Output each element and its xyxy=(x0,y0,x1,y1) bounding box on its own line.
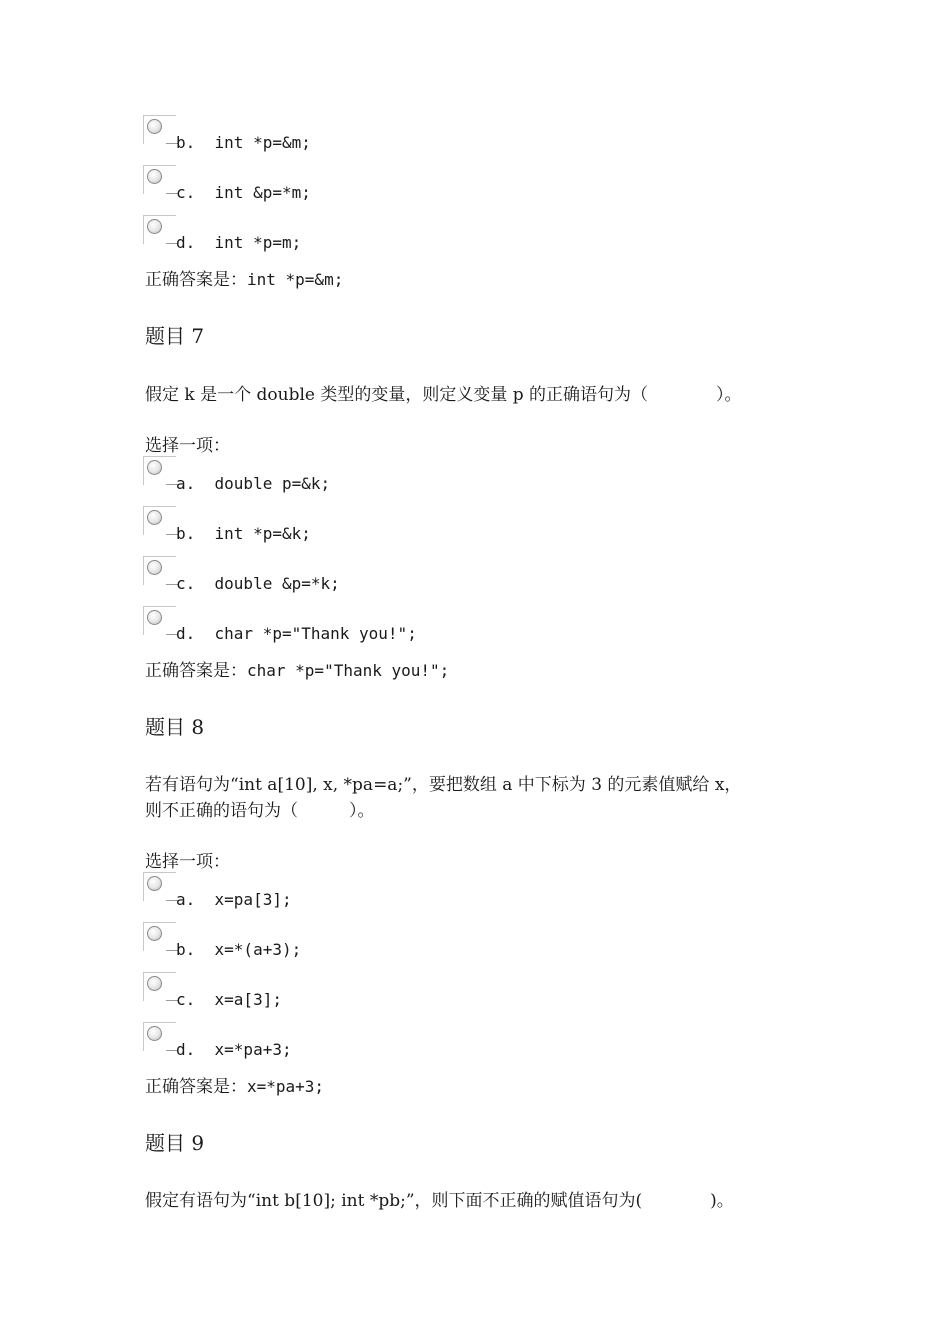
option-c[interactable] xyxy=(143,972,803,1012)
radio-button[interactable] xyxy=(143,506,176,535)
option-label: b. int *p=&m; xyxy=(176,133,311,152)
radio-button[interactable] xyxy=(143,456,176,485)
option-label: d. x=*pa+3; xyxy=(176,1040,292,1059)
option-c[interactable] xyxy=(143,556,803,596)
option-label: c. int &p=*m; xyxy=(176,183,311,202)
option-label: a. double p=&k; xyxy=(176,474,331,493)
option-a[interactable] xyxy=(143,872,803,912)
option-d[interactable] xyxy=(143,215,803,255)
radio-button[interactable] xyxy=(143,1022,176,1051)
correct-answer: 正确答案是：x=*pa+3; xyxy=(145,1077,325,1097)
radio-button[interactable] xyxy=(143,972,176,1001)
question-text: 假定有语句为“int b[10]; int *pb;”，则下面不正确的赋值语句为( )。 xyxy=(145,1191,734,1211)
option-b[interactable] xyxy=(143,922,803,962)
option-c[interactable] xyxy=(143,165,803,205)
option-label: b. int *p=&k; xyxy=(176,524,311,543)
correct-answer: 正确答案是：int *p=&m; xyxy=(145,270,344,290)
radio-button[interactable] xyxy=(143,606,176,635)
option-b[interactable] xyxy=(143,115,803,155)
option-label: a. x=pa[3]; xyxy=(176,890,292,909)
option-d[interactable] xyxy=(143,1022,803,1062)
question-title: 题目 8 xyxy=(145,715,205,739)
correct-answer: 正确答案是：char *p="Thank you!"; xyxy=(145,661,450,681)
choose-one-label: 选择一项： xyxy=(145,436,230,456)
radio-button[interactable] xyxy=(143,215,176,244)
radio-button[interactable] xyxy=(143,556,176,585)
question-text: 假定 k 是一个 double 类型的变量，则定义变量 p 的正确语句为（ ）。 xyxy=(145,385,742,405)
question-title: 题目 9 xyxy=(145,1131,205,1155)
option-label: c. x=a[3]; xyxy=(176,990,282,1009)
radio-button[interactable] xyxy=(143,872,176,901)
question-title: 题目 7 xyxy=(145,324,205,348)
option-b[interactable] xyxy=(143,506,803,546)
option-label: d. int *p=m; xyxy=(176,233,302,252)
choose-one-label: 选择一项： xyxy=(145,852,230,872)
question-text-line2: 则不正确的语句为（ ）。 xyxy=(145,801,375,821)
question-text-line1: 若有语句为“int a[10], x, *pa=a;”，要把数组 a 中下标为 3 的元素值赋给 x， xyxy=(145,775,742,795)
option-label: b. x=*(a+3); xyxy=(176,940,302,959)
radio-button[interactable] xyxy=(143,115,176,144)
option-label: c. double &p=*k; xyxy=(176,574,340,593)
option-d[interactable] xyxy=(143,606,803,646)
radio-button[interactable] xyxy=(143,922,176,951)
radio-button[interactable] xyxy=(143,165,176,194)
option-a[interactable] xyxy=(143,456,803,496)
option-label: d. char *p="Thank you!"; xyxy=(176,624,417,643)
